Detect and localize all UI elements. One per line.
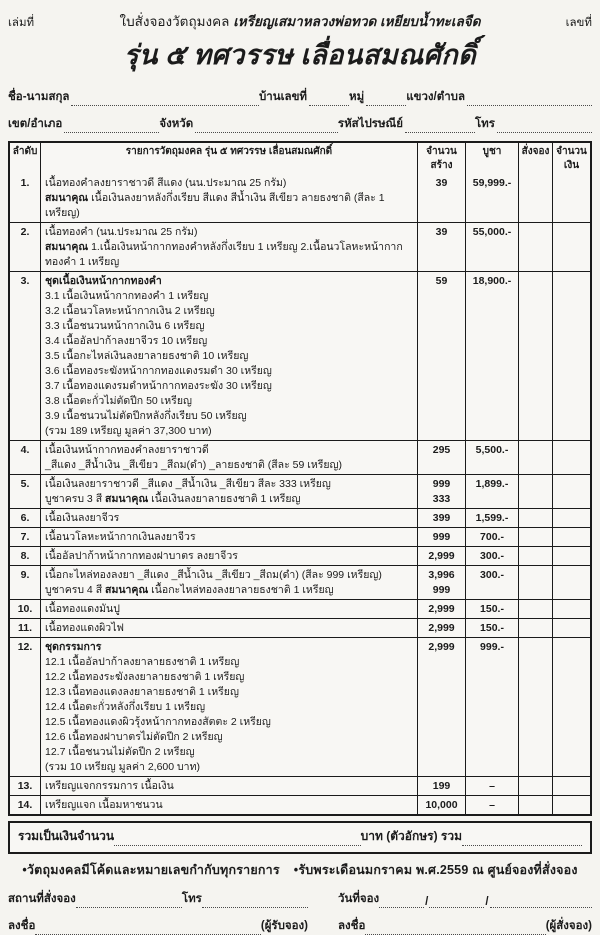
- order-quantity-blank: [518, 174, 552, 222]
- sign-orderer-blank: [365, 922, 545, 935]
- row-number: 12.: [17, 640, 33, 653]
- amount-blank: [552, 528, 590, 546]
- item-line: ชุดกรรมการ: [45, 640, 102, 653]
- order-date-year-blank: [490, 895, 592, 908]
- note-code: •วัตถุมงคลมีโค้ดและหมายเลขกำกับทุกรายการ: [22, 863, 280, 877]
- quantity-made: 399: [417, 509, 465, 527]
- footer-line-1: [8, 890, 592, 908]
- amount-blank: [552, 796, 590, 814]
- order-quantity-blank: [518, 638, 552, 776]
- table-row: [10, 795, 590, 814]
- form-title-name: เหรียญเสมาหลวงพ่อทวด เหยียบน้ำทะเลจืด: [233, 14, 481, 29]
- row-number: 14.: [17, 798, 33, 811]
- table-row: [10, 599, 590, 618]
- item-line: เนื้อเงินลงยาราชาวดี _สีแดง _สีน้ำเงิน _สีเขียว สีละ 333 เหรียญ: [45, 477, 331, 490]
- order-quantity-blank: [518, 223, 552, 271]
- item-description: [40, 475, 417, 508]
- quantity-made: 39: [417, 174, 465, 222]
- worship-price: 1,899.-: [465, 475, 518, 508]
- col-header-price: บูชา: [465, 143, 518, 174]
- item-line: เนื้อเงินลงยาจีวร: [45, 511, 120, 524]
- phone-label: โทร: [474, 118, 495, 130]
- order-quantity-blank: [518, 441, 552, 474]
- item-line: ชุดเนื้อเงินหน้ากากทองคำ: [45, 274, 162, 287]
- item-line: สมนาคุณ เนื้อเงินลงยาหลังกึ่งเรียบ สีแดง สีน้ำเงิน สีเขียว ลายธงชาติ (สีละ 1 เหรียญ): [45, 191, 385, 219]
- sign-orderer-role: (ผู้สั่งจอง): [545, 920, 592, 932]
- amount-blank: [552, 566, 590, 599]
- row-number: 11.: [17, 621, 33, 634]
- worship-price: –: [465, 777, 518, 795]
- customer-line-1: [8, 88, 592, 106]
- district-blank: [64, 120, 159, 133]
- item-line: เนื้อทองแดงผิวไฟ: [45, 621, 124, 634]
- row-number: 1.: [20, 176, 30, 189]
- amount-blank: [552, 600, 590, 618]
- worship-price: 5,500.-: [465, 441, 518, 474]
- sign-receiver-role: (ผู้รับจอง): [260, 920, 308, 932]
- items-table-header: [10, 143, 590, 174]
- order-quantity-blank: [518, 547, 552, 565]
- item-line: 3.4 เนื้ออัลปาก้าลงยาจีวร 10 เหรียญ: [45, 334, 208, 347]
- order-place-label: สถานที่สั่งจอง: [8, 893, 76, 905]
- item-line: เหรียญแจกกรรมการ เนื้อเงิน: [45, 779, 174, 792]
- order-place-blank: [76, 895, 182, 908]
- order-quantity-blank: [518, 600, 552, 618]
- item-line: สมนาคุณ 1.เนื้อเงินหน้ากากทองคำหลังกึ่งเรียบ 1 เหรียญ 2.เนื้อนวโลหะหน้ากากทองคำ 1 เหรียญ: [45, 240, 403, 268]
- item-description: [40, 174, 417, 222]
- item-line: _สีแดง _สีน้ำเงิน _สีเขียว _สีถม(ดำ) _ลายธงชาติ (สีละ 59 เหรียญ): [45, 458, 342, 471]
- item-line: 12.7 เนื้อชนวนไม่ตัดปีก 2 เหรียญ: [45, 745, 195, 758]
- form-title-block: [78, 10, 522, 32]
- quantity-made: 39: [417, 223, 465, 271]
- col-header-order: สั่งจอง: [518, 143, 552, 174]
- row-number: 6.: [20, 511, 30, 524]
- item-description: [40, 441, 417, 474]
- item-line: 3.6 เนื้อทองระฆังหน้ากากทองแดงรมดำ 30 เหรียญ: [45, 364, 272, 377]
- total-unit-label: บาท (ตัวอักษร) รวม: [360, 829, 462, 843]
- quantity-made: 59: [417, 272, 465, 440]
- item-line: (รวม 10 เหรียญ มูลค่า 2,600 บาท): [45, 760, 200, 773]
- order-quantity-blank: [518, 509, 552, 527]
- total-box: [8, 821, 592, 854]
- quantity-made: 999: [417, 528, 465, 546]
- item-line: เนื้อเงินหน้ากากทองคำลงยาราชาวดี: [45, 443, 209, 456]
- form-title: [78, 10, 522, 32]
- item-line: 12.2 เนื้อทองระฆังลงยาลายธงชาติ 1 เหรียญ: [45, 670, 245, 683]
- customer-line-2: [8, 115, 592, 133]
- worship-price: 18,900.-: [465, 272, 518, 440]
- amount-blank: [552, 441, 590, 474]
- book-no-label: เล่มที่: [8, 17, 35, 29]
- amount-blank: [552, 475, 590, 508]
- items-table-body: [10, 174, 590, 814]
- order-quantity-blank: [518, 528, 552, 546]
- table-row: [10, 440, 590, 474]
- worship-price: 300.-: [465, 566, 518, 599]
- item-description: [40, 638, 417, 776]
- sign-receiver-label: ลงชื่อ: [8, 920, 36, 932]
- item-line: เนื้อทองคำลงยาราชาวดี สีแดง (นน.ประมาณ 25 กรัม): [45, 176, 287, 189]
- worship-price: 700.-: [465, 528, 518, 546]
- item-description: [40, 272, 417, 440]
- table-row: [10, 474, 590, 508]
- item-description: [40, 777, 417, 795]
- item-line: เนื้ออัลปาก้าหน้ากากทองฝาบาตร ลงยาจีวร: [45, 549, 238, 562]
- item-description: [40, 223, 417, 271]
- amount-blank: [552, 777, 590, 795]
- form-header: [8, 10, 592, 32]
- footer-phone-label: โทร: [181, 893, 202, 905]
- table-row: [10, 527, 590, 546]
- row-number: 10.: [17, 602, 33, 615]
- item-description: [40, 566, 417, 599]
- quantity-made: 999 333: [417, 475, 465, 508]
- footer-line-2: [8, 917, 592, 935]
- item-line: เนื้อทองแดงมันปู: [45, 602, 120, 615]
- quantity-made: 10,000: [417, 796, 465, 814]
- item-line: 12.3 เนื้อทองแดงลงยาลายธงชาติ 1 เหรียญ: [45, 685, 239, 698]
- postal-code-label: รหัสไปรษณีย์: [337, 118, 403, 130]
- phone-blank: [497, 120, 592, 133]
- worship-price: 55,000.-: [465, 223, 518, 271]
- table-row: [10, 565, 590, 599]
- item-description: [40, 619, 417, 637]
- item-line: 3.5 เนื้อกะไหล่เงินลงยาลายธงชาติ 10 เหรียญ: [45, 349, 249, 362]
- item-line: เหรียญแจก เนื้อมหาชนวน: [45, 798, 163, 811]
- row-number: 13.: [17, 779, 33, 792]
- district-label: เขต/อำเภอ: [8, 118, 63, 130]
- order-date-day-blank: [379, 895, 424, 908]
- worship-price: 999.-: [465, 638, 518, 776]
- amount-blank: [552, 272, 590, 440]
- subdistrict-blank: [467, 93, 592, 106]
- amount-blank: [552, 638, 590, 776]
- row-number: 4.: [20, 443, 30, 456]
- postal-code-blank: [405, 120, 475, 133]
- items-table: [8, 141, 592, 816]
- table-row: [10, 174, 590, 222]
- notes-row: [8, 860, 592, 880]
- item-description: [40, 796, 417, 814]
- row-number: 2.: [20, 225, 30, 238]
- item-line: บูชาครบ 3 สี สมนาคุณ เนื้อเงินลงยาลายธงชาติ 1 เหรียญ: [45, 492, 301, 505]
- customer-info-section: [8, 88, 592, 133]
- item-line: (รวม 189 เหรียญ มูลค่า 37,300 บาท): [45, 424, 212, 437]
- item-line: เนื้อกะไหล่ทองลงยา _สีแดง _สีน้ำเงิน _สีเขียว _สีถม(ดำ) (สีละ 999 เหรียญ): [45, 568, 382, 581]
- row-number: 9.: [20, 568, 30, 581]
- sign-orderer-label: ลงชื่อ: [338, 920, 366, 932]
- item-line: 3.8 เนื้อตะกั่วไม่ตัดปีก 50 เหรียญ: [45, 394, 192, 407]
- order-quantity-blank: [518, 566, 552, 599]
- item-description: [40, 528, 417, 546]
- total-amount-blank: [114, 833, 361, 846]
- table-row: [10, 508, 590, 527]
- item-line: 12.5 เนื้อทองแดงผิวรุ้งหน้ากากทองสัตตะ 2 เหรียญ: [45, 715, 271, 728]
- customer-name-blank: [71, 93, 258, 106]
- amount-blank: [552, 174, 590, 222]
- col-header-qty: จำนวนสร้าง: [417, 143, 465, 174]
- table-row: [10, 618, 590, 637]
- row-number: 7.: [20, 530, 30, 543]
- quantity-made: 295: [417, 441, 465, 474]
- form-title-prefix: ใบสั่งจองวัตถุมงคล: [119, 14, 230, 29]
- item-line: เนื้อทองคำ (นน.ประมาณ 25 กรัม): [45, 225, 198, 238]
- table-row: [10, 776, 590, 795]
- province-blank: [195, 120, 338, 133]
- item-line: 12.1 เนื้ออัลปาก้าลงยาลายธงชาติ 1 เหรียญ: [45, 655, 240, 668]
- order-quantity-blank: [518, 272, 552, 440]
- table-row: [10, 546, 590, 565]
- order-quantity-blank: [518, 796, 552, 814]
- worship-price: –: [465, 796, 518, 814]
- worship-price: 150.-: [465, 619, 518, 637]
- row-number: 8.: [20, 549, 30, 562]
- table-row: [10, 637, 590, 776]
- item-description: [40, 600, 417, 618]
- order-quantity-blank: [518, 619, 552, 637]
- edition-title: รุ่น ๕ ทศวรรษ เลื่อนสมณศักดิ์: [123, 40, 477, 70]
- item-line: เนื้อนวโลหะหน้ากากเงินลงยาจีวร: [45, 530, 196, 543]
- footer-section: [8, 890, 592, 935]
- item-line: 3.3 เนื้อชนวนหน้ากากเงิน 6 เหรียญ: [45, 319, 205, 332]
- note-pickup: •รับพระเดือนมกราคม พ.ศ.2559 ณ ศูนย์จองที่สั่งจอง: [293, 863, 578, 877]
- village-blank: [366, 93, 406, 106]
- quantity-made: 2,999: [417, 547, 465, 565]
- quantity-made: 2,999: [417, 638, 465, 776]
- worship-price: 59,999.-: [465, 174, 518, 222]
- quantity-made: 199: [417, 777, 465, 795]
- worship-price: 300.-: [465, 547, 518, 565]
- worship-price: 150.-: [465, 600, 518, 618]
- item-description: [40, 509, 417, 527]
- amount-blank: [552, 509, 590, 527]
- table-row: [10, 222, 590, 271]
- order-quantity-blank: [518, 475, 552, 508]
- order-date-month-blank: [429, 895, 484, 908]
- total-label: รวมเป็นเงินจำนวน: [18, 829, 115, 843]
- date-separator: /: [485, 896, 489, 908]
- village-label: หมู่: [349, 91, 365, 103]
- house-no-blank: [309, 93, 349, 106]
- item-line: 3.2 เนื้อนวโลหะหน้ากากเงิน 2 เหรียญ: [45, 304, 215, 317]
- province-label: จังหวัด: [159, 118, 194, 130]
- item-line: 3.1 เนื้อเงินหน้ากากทองคำ 1 เหรียญ: [45, 289, 209, 302]
- quantity-made: 2,999: [417, 600, 465, 618]
- amount-blank: [552, 547, 590, 565]
- total-text-blank: [462, 833, 582, 846]
- col-header-no: ลำดับ: [12, 145, 38, 157]
- quantity-made: 2,999: [417, 619, 465, 637]
- worship-price: 1,599.-: [465, 509, 518, 527]
- item-line: 3.7 เนื้อทองแดงรมดำหน้ากากทองระฆัง 30 เหรียญ: [45, 379, 272, 392]
- item-line: 12.6 เนื้อทองฝาบาตรไม่ตัดปีก 2 เหรียญ: [45, 730, 223, 743]
- item-description: [40, 547, 417, 565]
- subdistrict-label: แขวง/ตำบล: [406, 91, 466, 103]
- doc-no-label: เลขที่: [565, 17, 592, 29]
- order-date-label: วันที่จอง: [338, 893, 380, 905]
- amount-blank: [552, 223, 590, 271]
- row-number: 3.: [20, 274, 30, 287]
- customer-name-label: ชื่อ-นามสกุล: [8, 91, 70, 103]
- house-no-label: บ้านเลขที่: [258, 91, 308, 103]
- order-quantity-blank: [518, 777, 552, 795]
- amount-blank: [552, 619, 590, 637]
- footer-phone-blank: [202, 895, 308, 908]
- item-line: บูชาครบ 4 สี สมนาคุณ เนื้อกะไหล่ทองลงยาลายธงชาติ 1 เหรียญ: [45, 583, 334, 596]
- col-header-item: รายการวัตถุมงคล รุ่น ๕ ทศวรรษ เลื่อนสมณศักดิ์: [40, 143, 417, 174]
- quantity-made: 3,996 999: [417, 566, 465, 599]
- sign-receiver-blank: [35, 922, 260, 935]
- item-line: 12.4 เนื้อตะกั่วหลังกึ่งเรียบ 1 เหรียญ: [45, 700, 206, 713]
- row-number: 5.: [20, 477, 30, 490]
- col-header-amount: จำนวนเงิน: [552, 143, 590, 174]
- table-row: [10, 271, 590, 440]
- item-line: 3.9 เนื้อชนวนไม่ตัดปีกหลังกึ่งเรียบ 50 เหรียญ: [45, 409, 247, 422]
- date-separator: /: [425, 896, 429, 908]
